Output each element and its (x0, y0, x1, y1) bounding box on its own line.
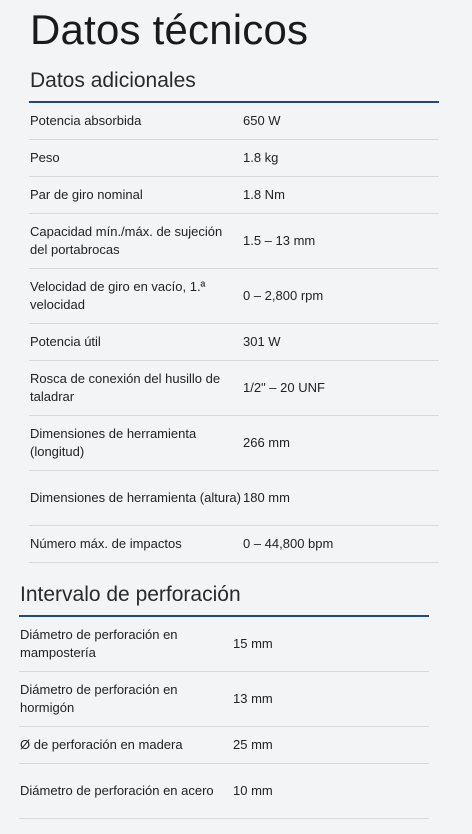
spec-row (29, 140, 439, 177)
spec-row (19, 672, 429, 727)
spec-row (29, 269, 439, 324)
spec-label: Diámetro de perforación en acero (20, 783, 214, 798)
spec-value: 1.5 – 13 mm (243, 233, 316, 248)
spec-row (19, 727, 429, 764)
spec-value: 0 – 44,800 bpm (243, 536, 334, 551)
spec-value: 301 W (243, 334, 281, 349)
spec-value: 180 mm (243, 490, 290, 505)
section-heading: Intervalo de perforación (20, 583, 241, 606)
spec-value: 10 mm (233, 783, 273, 798)
spec-value: 15 mm (233, 636, 273, 651)
spec-label: Potencia útil (30, 334, 101, 349)
spec-row (29, 526, 439, 563)
spec-row (29, 177, 439, 214)
spec-value: 0 – 2,800 rpm (243, 288, 324, 303)
spec-value: 266 mm (243, 435, 290, 450)
spec-row (29, 214, 439, 269)
spec-row (29, 103, 439, 140)
spec-value: 1.8 kg (243, 150, 279, 165)
spec-row (29, 416, 439, 471)
spec-label: Par de giro nominal (30, 187, 143, 202)
spec-row (29, 471, 439, 526)
spec-label: Velocidad de giro en vacío, 1.ª velocidad (30, 279, 206, 312)
spec-label: Diámetro de perforación en hormigón (20, 682, 178, 715)
spec-value: 650 W (243, 113, 281, 128)
spec-label: Dimensiones de herramienta (altura) (30, 490, 241, 505)
spec-row (19, 617, 429, 672)
spec-value: 25 mm (233, 737, 273, 752)
spec-label: Número máx. de impactos (30, 536, 182, 551)
section-heading: Datos adicionales (30, 69, 196, 92)
spec-label: Potencia absorbida (30, 113, 142, 128)
spec-value: 1.8 Nm (243, 187, 285, 202)
spec-label: Peso (30, 150, 60, 165)
spec-label: Rosca de conexión del husillo de taladrar (30, 371, 221, 404)
section-intervalo-perforacion (19, 580, 429, 819)
spec-row (29, 324, 439, 361)
page-title: Datos técnicos (30, 6, 309, 53)
section-datos-adicionales (29, 66, 439, 563)
spec-row (29, 361, 439, 416)
spec-label: Ø de perforación en madera (20, 737, 183, 752)
spec-value: 13 mm (233, 691, 273, 706)
spec-row (19, 764, 429, 819)
spec-label: Capacidad mín./máx. de sujeción del portabrocas (30, 224, 223, 257)
spec-label: Diámetro de perforación en mampostería (20, 627, 178, 660)
spec-label: Dimensiones de herramienta (longitud) (30, 426, 197, 459)
spec-value: 1/2" – 20 UNF (243, 380, 325, 395)
